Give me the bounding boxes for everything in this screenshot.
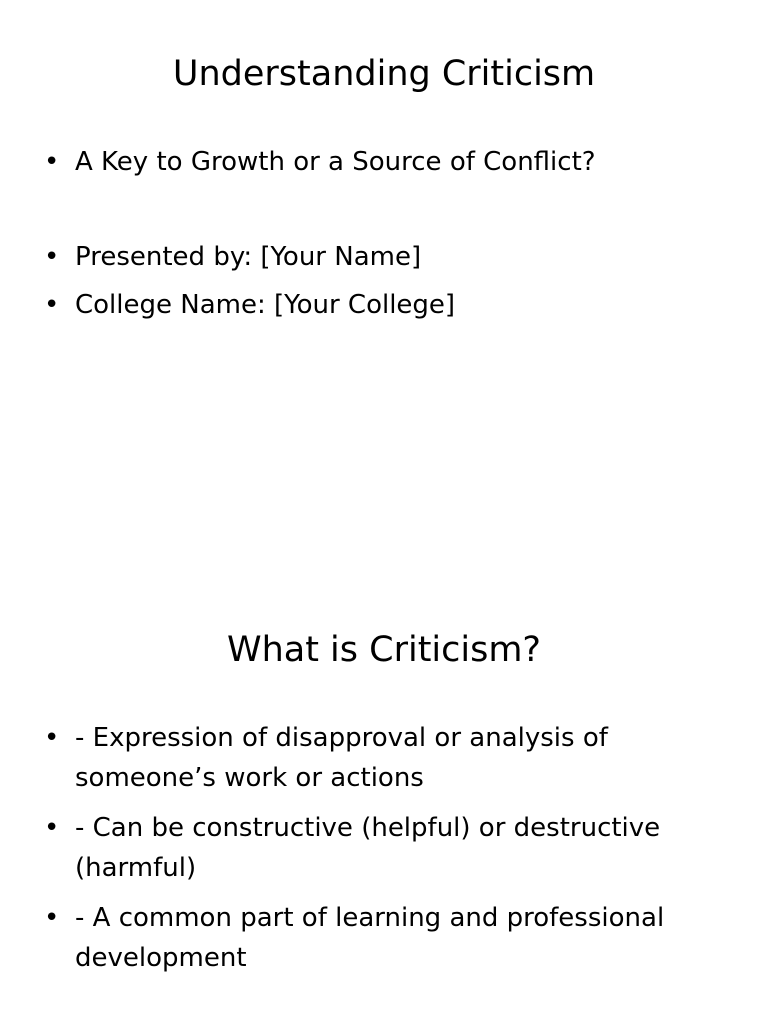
bullet-text: - A common part of learning and professional development <box>75 903 665 973</box>
bullet-icon: • <box>44 147 60 177</box>
list-item <box>44 898 724 978</box>
list-item <box>44 285 724 325</box>
slide-title: What is Criticism? <box>226 630 542 670</box>
bullet-text: - Expression of disapproval or analysis of someone’s work or actions <box>75 723 608 793</box>
bullet-text: A Key to Growth or a Source of Conflict? <box>75 147 596 177</box>
bullet-icon: • <box>44 242 60 272</box>
bullet-list <box>44 718 724 988</box>
bullet-icon: • <box>44 813 60 843</box>
slide-2 <box>0 576 768 1024</box>
bullet-icon: • <box>44 723 60 753</box>
bullet-list <box>44 142 724 333</box>
list-item <box>44 237 724 277</box>
bullet-text: Presented by: [Your Name] <box>75 242 422 272</box>
list-item <box>44 718 724 798</box>
list-item <box>44 142 724 182</box>
list-item <box>44 808 724 888</box>
slide-title: Understanding Criticism <box>172 54 596 94</box>
bullet-icon: • <box>44 290 60 320</box>
bullet-icon: • <box>44 903 60 933</box>
bullet-text: College Name: [Your College] <box>75 290 456 320</box>
bullet-text: - Can be constructive (helpful) or destructive (harmful) <box>75 813 661 883</box>
